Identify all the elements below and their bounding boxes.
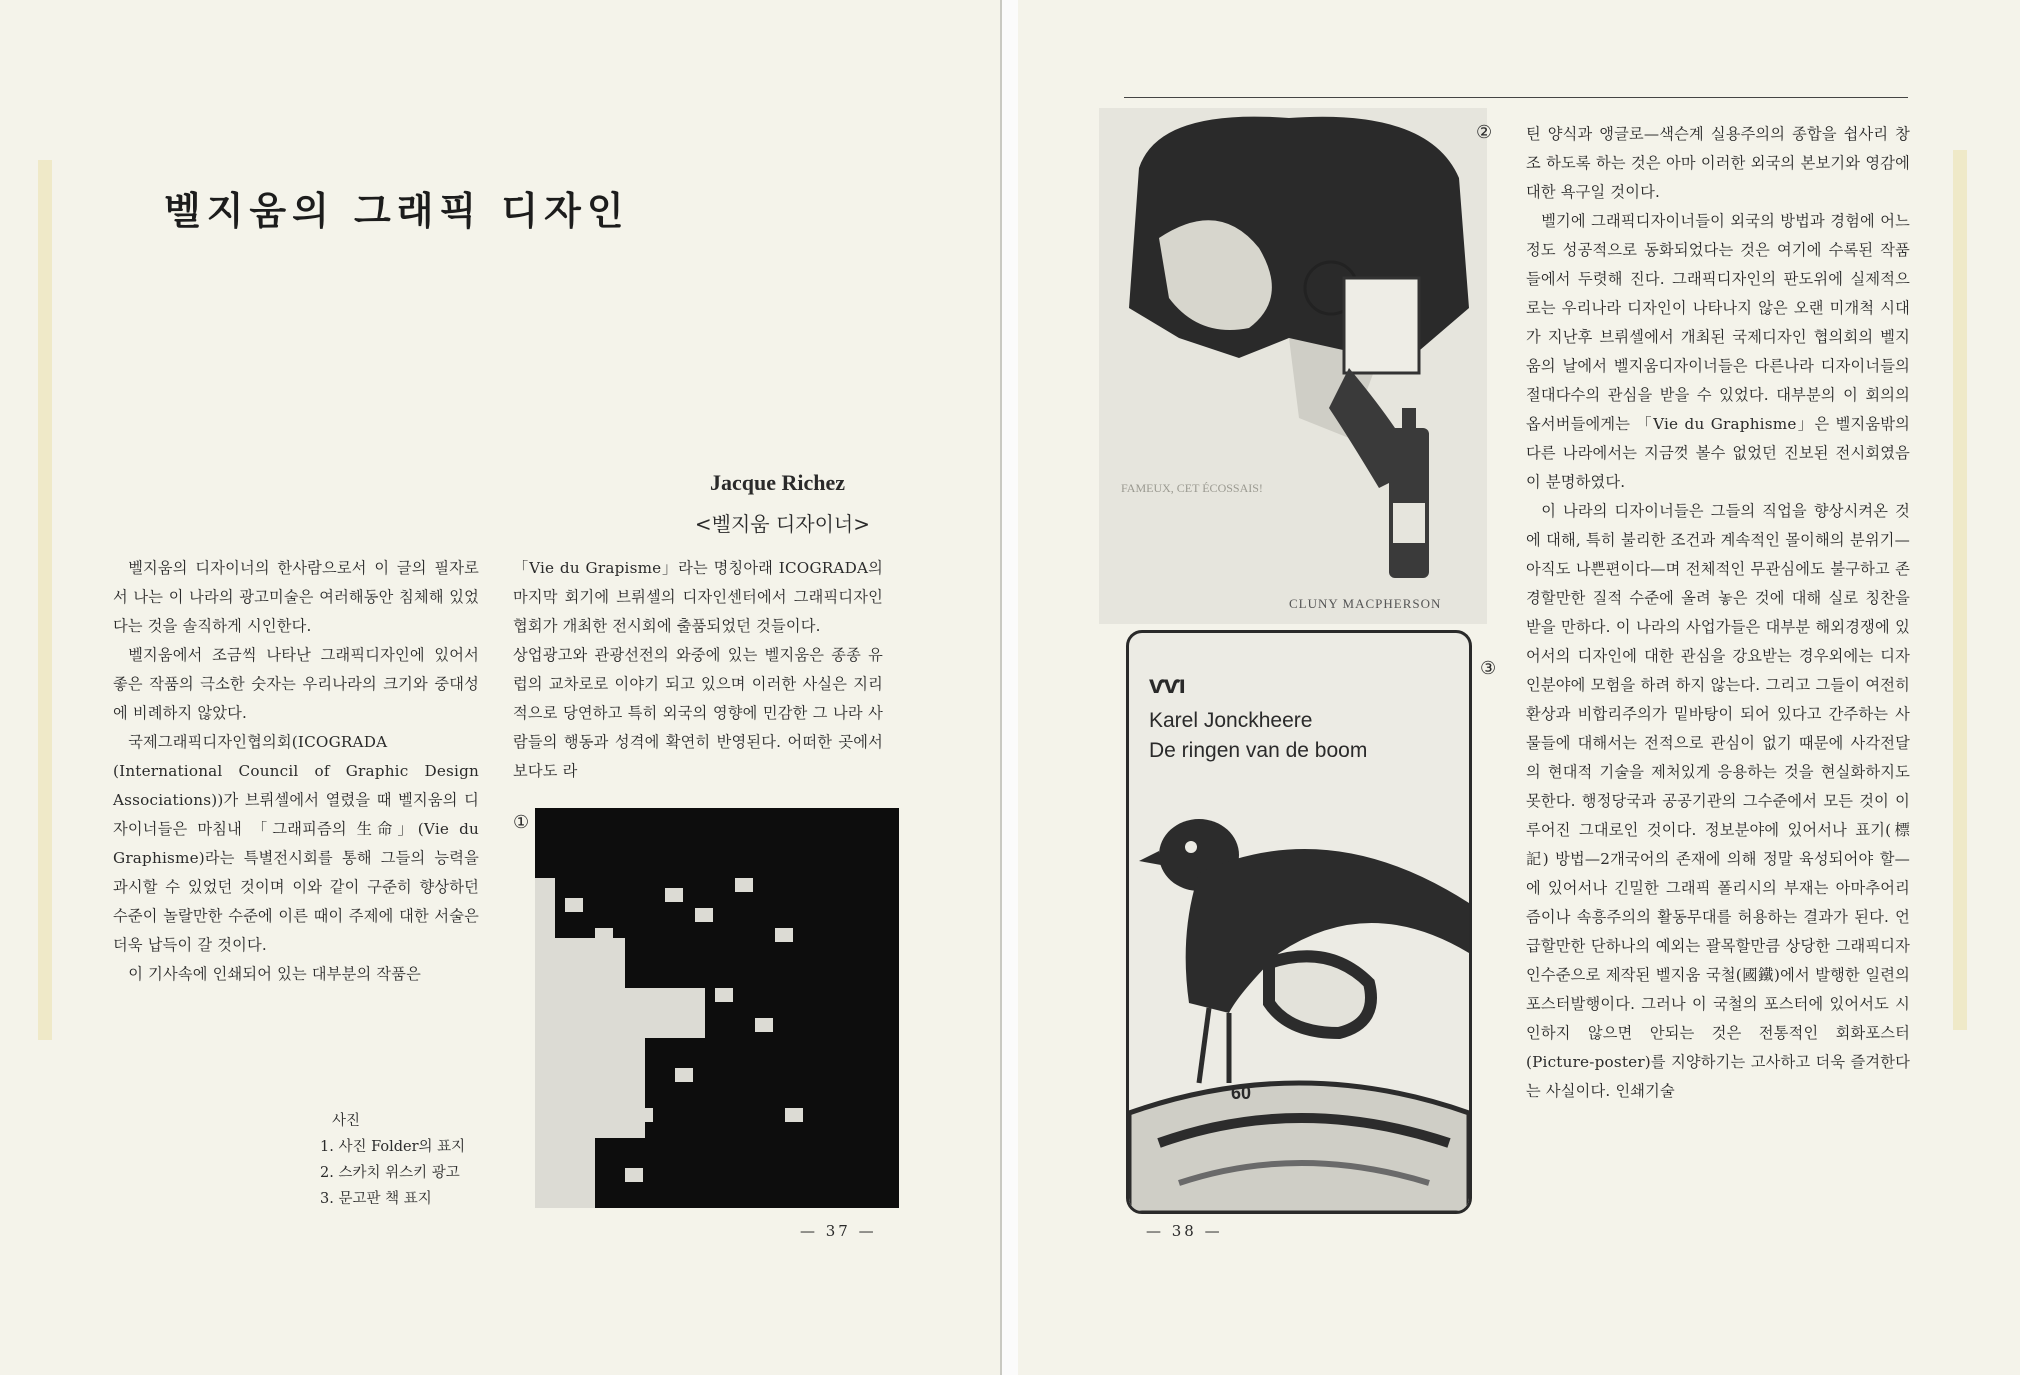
paragraph: 벨지움에서 조금씩 나타난 그래픽디자인에 있어서 좋은 작품의 극소한 숫자는 우리나라의 크기와 중대성에 비례하지 않았다. (113, 646, 479, 722)
caption-item: 2. 스카치 위스키 광고 (320, 1165, 460, 1181)
whisky-ad-illustration (1099, 108, 1487, 624)
paragraph: 상업광고와 관광선전의 와중에 있는 벨지움은 종종 유럽의 교차로로 이야기 되고 있으며 이러한 사실은 지리적으로 당연하고 특히 외국의 영향에 민감한 그 나라 사람들의 행동과 성격에 확연히 반영된다. 어떠한 곳에서 보다도 라 (513, 646, 883, 780)
caption-item: 3. 문고판 책 표지 (320, 1191, 432, 1207)
folder-cover-photo (535, 808, 899, 1208)
article-title: 벨지움의 그래픽 디자인 (164, 189, 630, 233)
caption-heading: 사진 (332, 1113, 361, 1129)
paragraph: 이 나라의 디자이너들은 그들의 직업을 향상시켜온 것에 대해, 특히 불리한 조건과 계속적인 몰이해의 분위기—아직도 나쁜편이다—며 전체적인 무관심에도 불구하고 존경할만한 질적 수준에 올려 놓은 것에 대해 실로 칭찬을 받을 만하다. 이 나라의 사업가들은 대부분 해외경쟁에 있어서의 디자인에 대한 관심을 강요받는 경우외에는 디자인분야에 모험을 하려 하지 않는다. 그리고 그들이 여전히 환상과 비합리주의가 밑바탕이 되어 있다고 간주하는 사물들에 대해서는 전적으로 관심이 없기 때문에 사각전달의 현대적 기술을 제처있게 응용하는 것을 현실화하지도 못한다. 행정당국과 공공기관의 그수준에서 모든 것이 이루어진 그대로인 것이다. 정보분야에 있어서나 표기(標記) 방법—2개국어의 존재에 의해 정말 육성되어야 할—에 있어서나 긴밀한 그래픽 폴리시의 부재는 아마추어리즘이나 속흥주의의 활동무대를 허용하는 결과가 된다. 언급할만한 단하나의 예외는 괄목할만큼 상당한 그래픽디자인수준으로 제작된 벨지움 국철(國鐵)에서 발행한 일련의 포스터발행이다. 그러나 이 국철의 포스터에 있어서도 시인하지 않으면 안되는 것은 전통적인 회화포스터(Picture-poster)를 지양하기는 고사하고 더욱 즐겨한다는 사실이다. 인쇄기술 (1526, 502, 1910, 1100)
halftone-portrait-image (535, 808, 899, 1208)
scan-edge-right (1953, 150, 1967, 1030)
paragraph: 틴 양식과 앵글로—색슨계 실용주의의 종합을 쉽사리 창조 하도록 하는 것은 아마 이러한 외국의 본보기와 영감에 대한 욕구일 것이다. (1526, 125, 1910, 201)
book-title: De ringen van de boom (1149, 739, 1368, 762)
right-page (1018, 0, 2020, 1375)
caption-item: 1. 사진 Folder의 표지 (320, 1139, 466, 1155)
top-rule (1124, 97, 1908, 98)
author-role: <벨지움 디자이너> (694, 512, 870, 536)
paragraph: 「Vie du Grapisme」라는 명칭아래 ICOGRADA의 마지막 회기에 브뤼셀의 디자인센터에서 그래픽디자인협회가 개최한 전시회에 출품되었던 것들이다. (513, 559, 883, 635)
book-author: Karel Jonckheere (1149, 709, 1313, 732)
left-page (0, 0, 1000, 1375)
whisky-brand: CLUNY MACPHERSON (1289, 596, 1442, 611)
left-column-1 (113, 554, 479, 989)
author-name: Jacque Richez (709, 470, 845, 495)
page-number-left: — 37 — (800, 1222, 877, 1240)
right-column (1526, 120, 1910, 1106)
figure-marker-2: ② (1476, 122, 1493, 143)
photo-captions (320, 1108, 465, 1212)
page-gutter (1000, 0, 1018, 1375)
cover-number: 60 (1231, 1083, 1252, 1103)
bird-illustration (1129, 783, 1469, 1213)
figure-marker-1: ① (513, 812, 530, 833)
paragraph: 벨기에 그래픽디자이너들이 외국의 방법과 경험에 어느 정도 성공적으로 동화되었다는 것은 여기에 수록된 작품들에서 두렷해 진다. 그래픽디자인의 판도위에 실제적으로는 우리나라 디자인이 나타나지 않은 오랜 미개척 시대가 지난후 브뤼셀에서 개최된 국제디자인 협의회의 벨지움의 날에서 벨지움디자이너들은 다른나라 디자이너들의 절대다수의 관심을 받을 수 있었다. 대부분의 이 회의의 옵서버들에게는 「Vie du Graphisme」은 벨지움밖의 다른 나라에서는 지금껏 볼수 없었던 진보된 전시회였음이 분명하였다. (1526, 212, 1910, 491)
left-column-2 (513, 554, 883, 786)
publisher-logo: ѵѵı (1149, 669, 1184, 699)
scan-edge-left (38, 160, 52, 1040)
figure-marker-3: ③ (1480, 658, 1497, 679)
whisky-ad-photo (1099, 108, 1487, 624)
page-number-right: — 38 — (1146, 1222, 1223, 1240)
whisky-ad-slogan: FAMEUX, CET ÉCOSSAIS! (1121, 481, 1263, 495)
paragraph: 국제그래픽디자인협의회(ICOGRADA (International Council of Graphic Design Associations))가 브뤼셀에서 열렸을 때 벨지움의 디자이너들은 마침내 「그래피즘의 生命」(Vie du Graphisme)라는 특별전시회를 통해 그들의 능력을 과시할 수 있었던 것이며 이와 같이 구준히 향상하던 수준이 놀랄만한 수준에 이른 때이 주제에 대한 서술은 더욱 납득이 갈 것이다. (113, 733, 479, 954)
book-cover-photo (1126, 630, 1472, 1214)
paragraph: 이 기사속에 인쇄되어 있는 대부분의 작품은 (128, 965, 422, 983)
paragraph: 벨지움의 디자이너의 한사람으로서 이 글의 필자로서 나는 이 나라의 광고미술은 여러해동안 침체해 있었다는 것을 솔직하게 시인한다. (113, 559, 479, 635)
